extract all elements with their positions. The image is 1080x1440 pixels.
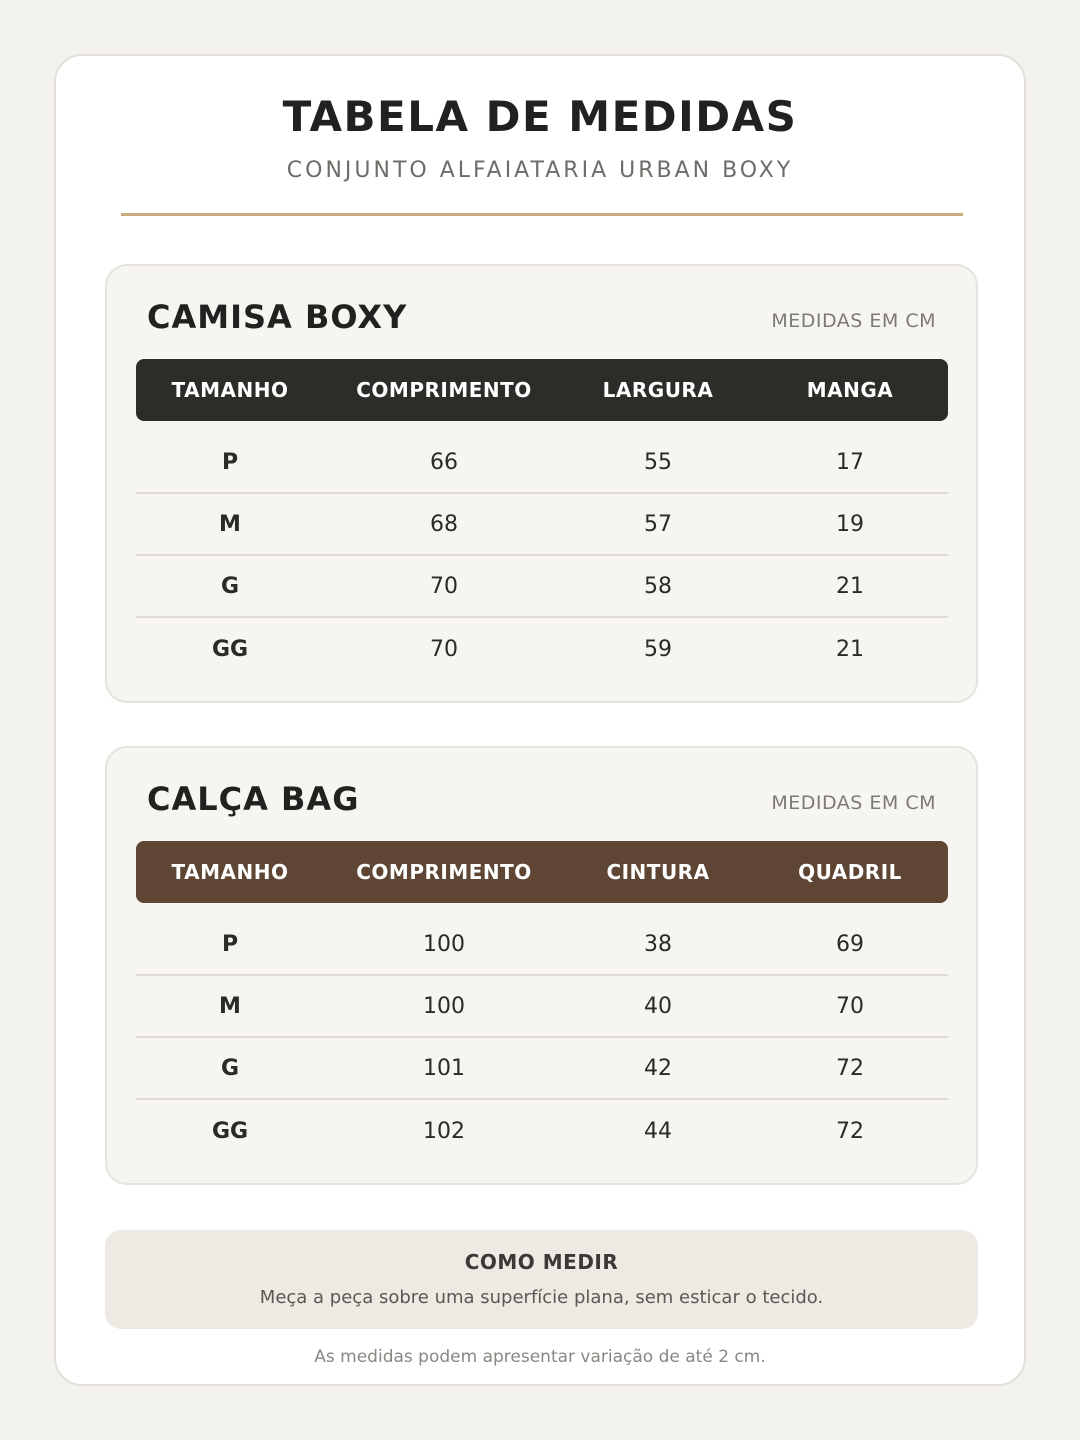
- sleeve-cell: 19: [836, 511, 864, 537]
- size-cell: G: [220, 573, 240, 599]
- waist-cell: 42: [644, 1055, 672, 1081]
- column-header-size: TAMANHO: [171, 860, 289, 884]
- section-title: CALÇA BAG: [147, 780, 360, 818]
- length-cell: 101: [423, 1055, 465, 1081]
- hip-cell: 72: [836, 1118, 864, 1144]
- size-chart-card: [54, 54, 1026, 1386]
- shirt-size-table: [136, 359, 948, 680]
- width-cell: 57: [644, 511, 672, 537]
- table-row: [136, 618, 948, 680]
- section-title: CAMISA BOXY: [147, 298, 408, 336]
- size-cell: P: [221, 449, 239, 475]
- table-header: [136, 841, 948, 903]
- sleeve-cell: 21: [836, 573, 864, 599]
- length-cell: 68: [430, 511, 458, 537]
- length-cell: 70: [430, 636, 458, 662]
- table-row: [136, 432, 948, 494]
- length-cell: 100: [423, 993, 465, 1019]
- size-cell: M: [219, 993, 241, 1019]
- size-cell: GG: [211, 636, 249, 662]
- width-cell: 55: [644, 449, 672, 475]
- width-cell: 59: [644, 636, 672, 662]
- title-divider: [121, 213, 963, 216]
- table-row: [136, 914, 948, 976]
- size-cell: G: [220, 1055, 240, 1081]
- table-row: [136, 976, 948, 1038]
- table-row: [136, 556, 948, 618]
- pants-section: [105, 746, 978, 1185]
- hip-cell: 70: [836, 993, 864, 1019]
- how-to-measure-text: Meça a peça sobre uma superfície plana, sem esticar o tecido.: [259, 1287, 824, 1308]
- length-cell: 66: [430, 449, 458, 475]
- table-row: [136, 1100, 948, 1162]
- column-header-length: COMPRIMENTO: [356, 860, 532, 884]
- length-cell: 100: [423, 931, 465, 957]
- shirt-section: [105, 264, 978, 703]
- waist-cell: 40: [644, 993, 672, 1019]
- size-cell: GG: [211, 1118, 249, 1144]
- length-cell: 70: [430, 573, 458, 599]
- width-cell: 58: [644, 573, 672, 599]
- column-header-hip: QUADRIL: [798, 860, 902, 884]
- sleeve-cell: 21: [836, 636, 864, 662]
- column-header-sleeve: MANGA: [806, 378, 894, 402]
- table-row: [136, 494, 948, 556]
- table-header: [136, 359, 948, 421]
- section-unit-label: MEDIDAS EM CM: [771, 792, 936, 814]
- page-title: TABELA DE MEDIDAS: [282, 92, 798, 141]
- how-to-measure-box: [105, 1230, 978, 1329]
- column-header-width: LARGURA: [602, 378, 714, 402]
- waist-cell: 38: [644, 931, 672, 957]
- how-to-measure-title: COMO MEDIR: [464, 1250, 619, 1274]
- hip-cell: 69: [836, 931, 864, 957]
- size-cell: P: [221, 931, 239, 957]
- length-cell: 102: [423, 1118, 465, 1144]
- waist-cell: 44: [644, 1118, 672, 1144]
- pants-size-table: [136, 841, 948, 1162]
- table-row: [136, 1038, 948, 1100]
- column-header-waist: CINTURA: [606, 860, 710, 884]
- size-cell: M: [219, 511, 241, 537]
- table-body: [136, 914, 948, 1162]
- table-body: [136, 432, 948, 680]
- sleeve-cell: 17: [836, 449, 864, 475]
- column-header-length: COMPRIMENTO: [356, 378, 532, 402]
- variation-footnote: As medidas podem apresentar variação de até 2 cm.: [314, 1347, 766, 1367]
- column-header-size: TAMANHO: [171, 378, 289, 402]
- page-subtitle: CONJUNTO ALFAIATARIA URBAN BOXY: [286, 158, 794, 183]
- hip-cell: 72: [836, 1055, 864, 1081]
- section-unit-label: MEDIDAS EM CM: [771, 310, 936, 332]
